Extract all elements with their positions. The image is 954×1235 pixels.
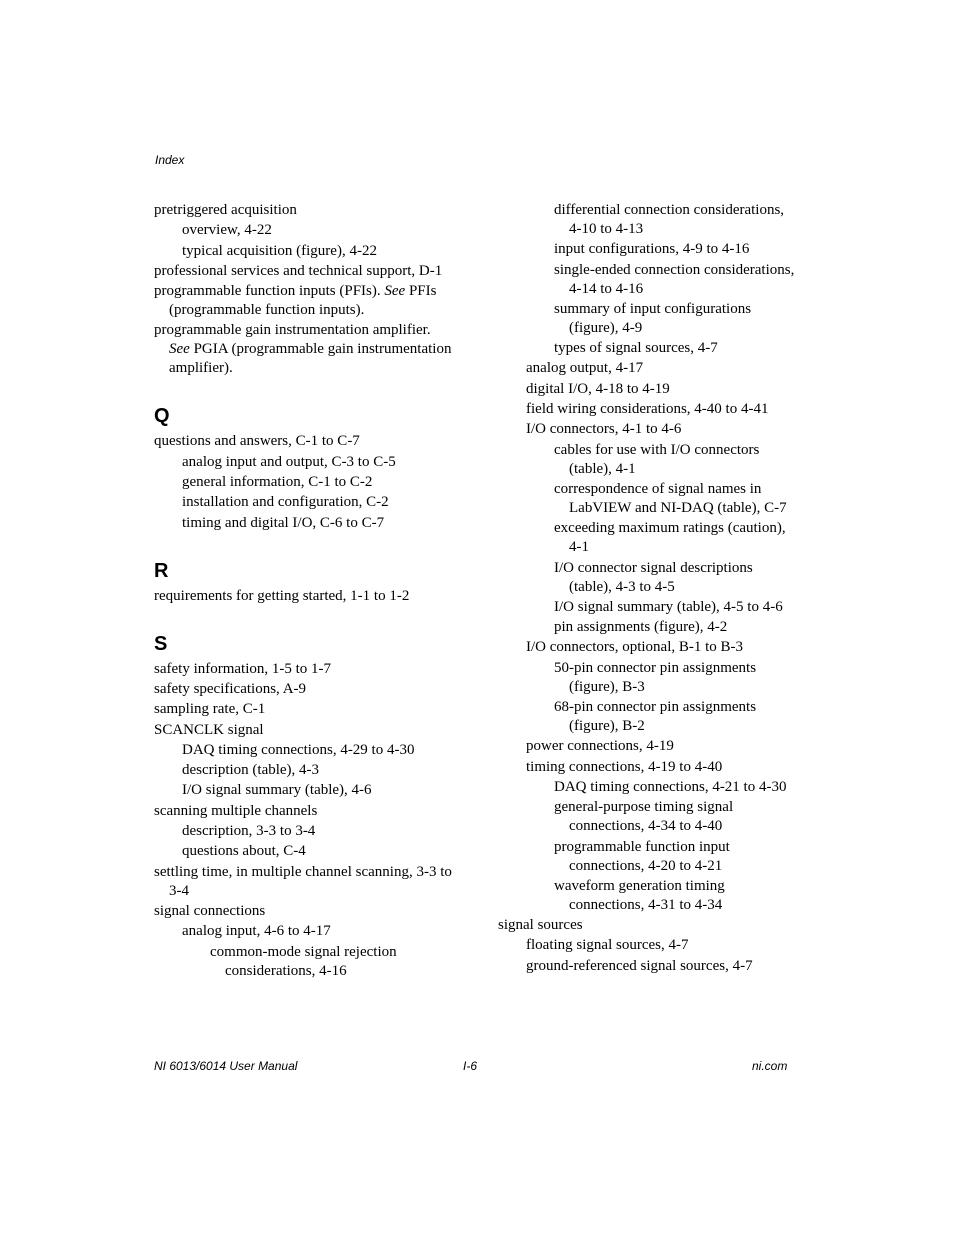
index-subsubentry: exceeding maximum ratings (caution), 4-1 (554, 520, 786, 556)
index-entry: sampling rate, C-1 (154, 701, 266, 718)
index-subsubentry: pin assignments (figure), 4-2 (554, 619, 728, 636)
index-entry: signal connections (154, 902, 266, 919)
index-subentry: digital I/O, 4-18 to 4-19 (526, 380, 670, 397)
index-entry: professional services and technical support, D-1 (154, 262, 443, 279)
see-label: See (169, 341, 190, 358)
footer-website: ni.com (752, 1059, 788, 1073)
index-subsubentry: 50-pin connector pin assignments (figure), B-3 (554, 659, 757, 695)
index-subsubentry: waveform generation timing connections, 4-31 to 4-34 (554, 877, 725, 913)
index-subentry: description, 3-3 to 3-4 (182, 823, 316, 840)
index-subentry: general information, C-1 to C-2 (182, 474, 373, 491)
see-label: See (384, 283, 406, 300)
index-subsubentry: general-purpose timing signal connections, 4-34 to 4-40 (554, 799, 734, 835)
index-subentry: I/O signal summary (table), 4-6 (182, 782, 372, 799)
index-entry: safety specifications, A-9 (154, 680, 307, 697)
index-entry-cross-ref (154, 321, 454, 378)
index-subentry: timing connections, 4-19 to 4-40 (526, 758, 723, 775)
index-subentry: timing and digital I/O, C-6 to C-7 (182, 514, 385, 531)
index-subentry: DAQ timing connections, 4-29 to 4-30 (182, 741, 415, 758)
index-subsubentry: DAQ timing connections, 4-21 to 4-30 (554, 778, 787, 795)
index-subentry: analog input and output, C-3 to C-5 (182, 453, 396, 470)
index-subsubentry: single-ended connection considerations, 4-14 to 4-16 (554, 261, 795, 297)
index-entry: questions and answers, C-1 to C-7 (154, 433, 360, 450)
running-header: Index (155, 153, 185, 167)
index-subentry: ground-referenced signal sources, 4-7 (526, 957, 753, 974)
index-entry: settling time, in multiple channel scanning, 3-3 to 3-4 (154, 863, 452, 899)
index-subsubentry: programmable function input connections, 4-20 to 4-21 (554, 838, 730, 874)
index-subsubentry: I/O connector signal descriptions (table), 4-3 to 4-5 (554, 559, 753, 595)
index-subsubentry: summary of input configurations (figure), 4-9 (554, 300, 752, 336)
cross-ref-target: PGIA (programmable gain instrumentation amplifier). (169, 341, 452, 377)
section-letter-s: S (154, 632, 168, 655)
index-subsubentry: differential connection considerations, 4-10 to 4-13 (554, 202, 785, 237)
index-subsubentry: input configurations, 4-9 to 4-16 (554, 241, 750, 258)
index-subentry: questions about, C-4 (182, 843, 306, 860)
index-column-right (498, 201, 798, 977)
index-subsubentry: I/O signal summary (table), 4-5 to 4-6 (554, 598, 783, 615)
index-subentry: installation and configuration, C-2 (182, 494, 389, 511)
index-subentry: typical acquisition (figure), 4-22 (182, 242, 377, 259)
entry-text: programmable function inputs (PFIs). (154, 283, 381, 300)
index-subsubentry: types of signal sources, 4-7 (554, 340, 718, 357)
entry-text: programmable gain instrumentation amplifier. (154, 322, 431, 339)
index-subentry: field wiring considerations, 4-40 to 4-41 (526, 401, 769, 418)
index-subentry: floating signal sources, 4-7 (526, 937, 689, 954)
index-subentry: I/O connectors, 4-1 to 4-6 (526, 421, 682, 438)
index-subentry: description (table), 4-3 (182, 762, 320, 779)
index-column-left (154, 201, 454, 982)
index-subsubentry: common-mode signal rejection considerations, 4-16 (210, 943, 397, 979)
index-entry: safety information, 1-5 to 1-7 (154, 660, 332, 677)
cross-ref-target: PFIs (programmable function inputs). (169, 283, 437, 319)
section-letter-r: R (154, 559, 169, 582)
footer-manual-title: NI 6013/6014 User Manual (154, 1059, 298, 1073)
index-subentry: overview, 4-22 (182, 222, 272, 239)
index-entry: SCANCLK signal (154, 721, 264, 738)
index-entry-cross-ref (154, 282, 454, 320)
index-entry: requirements for getting started, 1-1 to 1-2 (154, 587, 410, 604)
index-subentry: analog output, 4-17 (526, 360, 644, 377)
index-entry: signal sources (498, 917, 583, 934)
index-subentry: analog input, 4-6 to 4-17 (182, 923, 331, 940)
index-subentry: I/O connectors, optional, B-1 to B-3 (526, 639, 744, 656)
index-subentry: power connections, 4-19 (526, 738, 674, 755)
index-entry: scanning multiple channels (154, 802, 318, 819)
section-letter-q: Q (154, 405, 170, 428)
index-entry: pretriggered acquisition (154, 202, 297, 218)
footer-page-number: I-6 (463, 1059, 478, 1073)
index-subsubentry: correspondence of signal names in LabVIEW and NI-DAQ (table), C-7 (554, 480, 787, 516)
index-subsubentry: 68-pin connector pin assignments (figure), B-2 (554, 699, 757, 735)
index-subsubentry: cables for use with I/O connectors (table), 4-1 (554, 441, 760, 477)
